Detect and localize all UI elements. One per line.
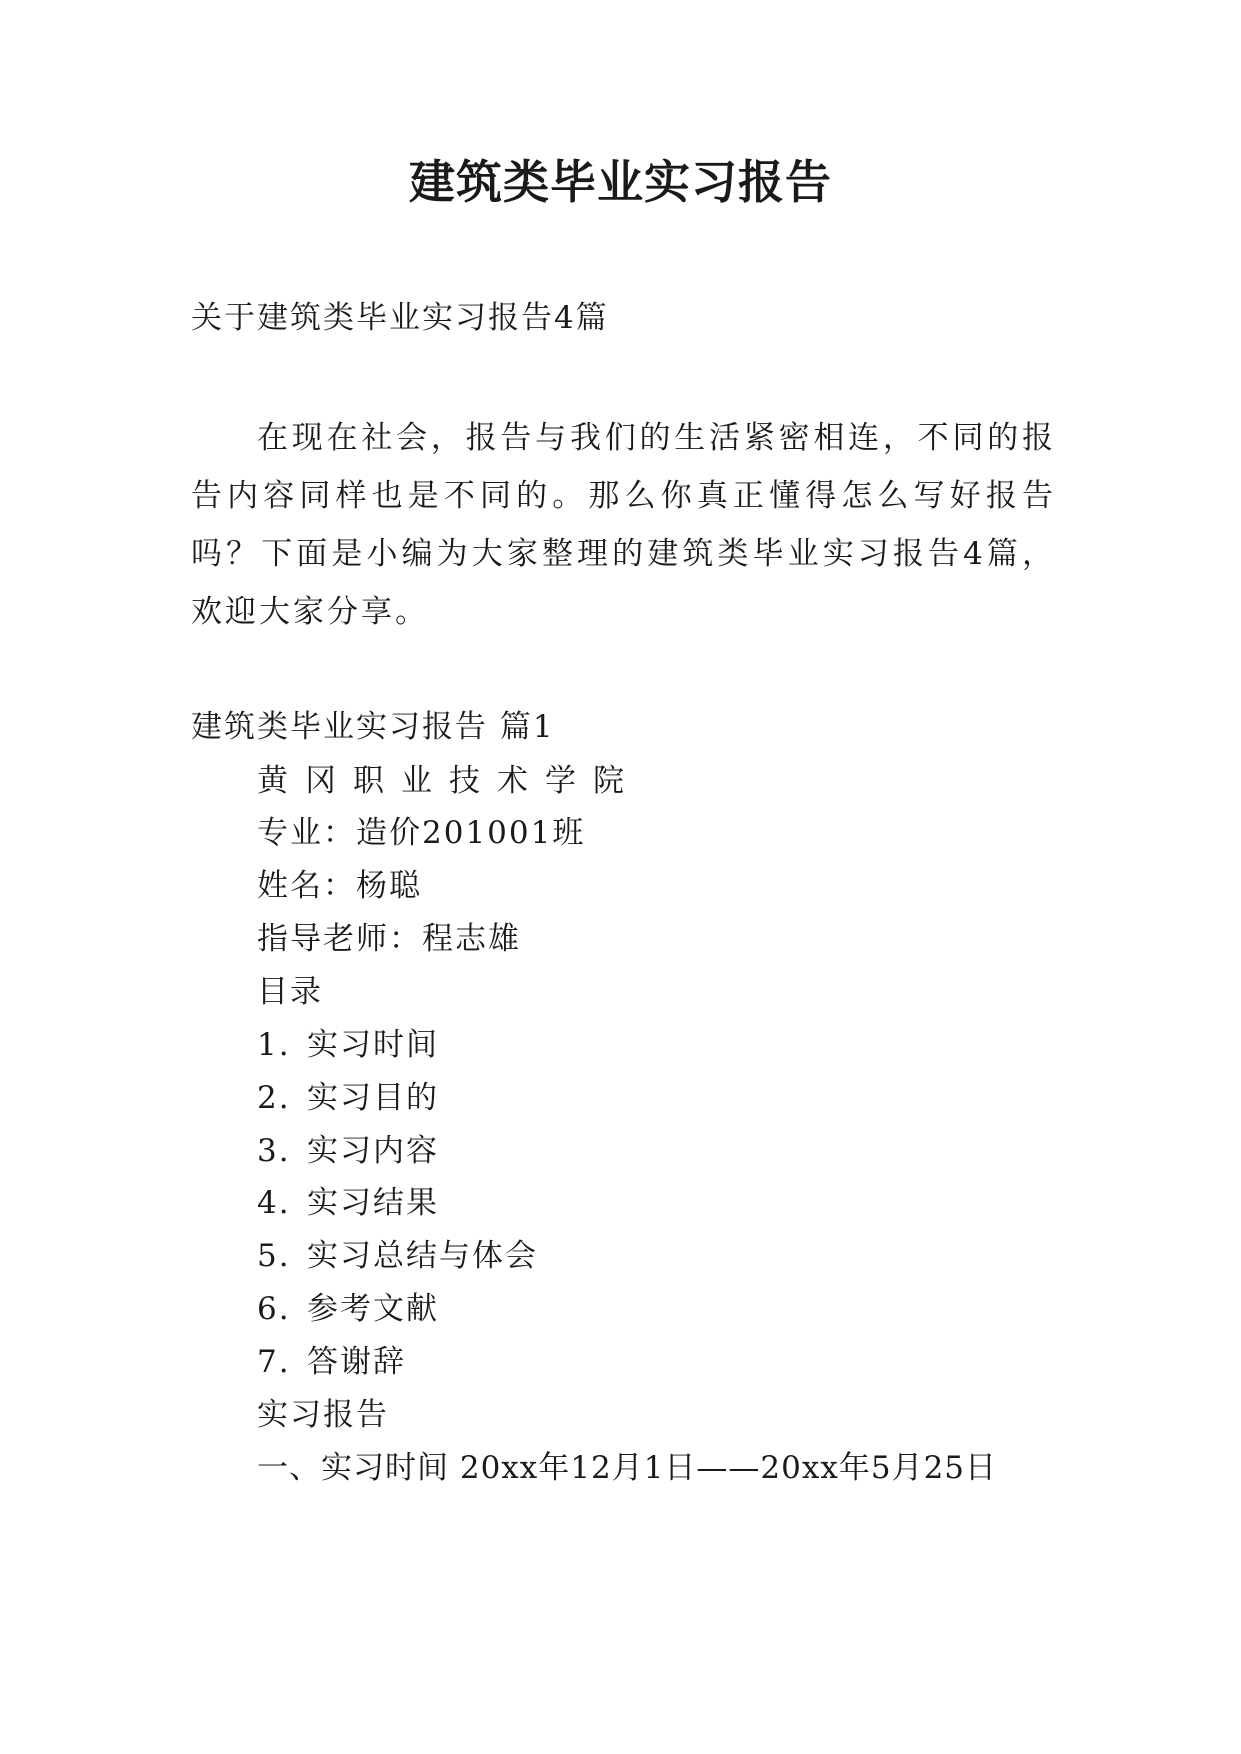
major-line: 专业：造价201001班 (257, 815, 586, 851)
toc-item-label: 实习结果 (307, 1185, 439, 1221)
internship-time-line: 一、实习时间 20xx年12月1日——20xx年5月25日 (257, 1450, 998, 1486)
document-subtitle: 关于建筑类毕业实习报告4篇 (191, 300, 609, 336)
toc-item-label: 实习时间 (307, 1027, 439, 1063)
section-heading: 建筑类毕业实习报告 篇1 (191, 709, 555, 745)
toc-item (257, 1342, 406, 1382)
toc-heading: 目录 (257, 974, 323, 1010)
toc-item (257, 1236, 538, 1276)
toc-item-number: 2. (257, 1080, 291, 1116)
toc-item-number: 1. (257, 1027, 291, 1063)
school-name: 黄冈职业技术学院 (257, 763, 641, 799)
intro-paragraph: 在现在社会，报告与我们的生活紧密相连，不同的报告内容同样也是不同的。那么你真正懂得怎么写好报告吗？下面是小编为大家整理的建筑类毕业实习报告4篇，欢迎大家分享。 (191, 420, 1056, 630)
toc-item (257, 1078, 439, 1118)
toc-item (257, 1131, 439, 1171)
toc-item-label: 实习总结与体会 (307, 1238, 538, 1274)
toc-item-label: 实习目的 (307, 1080, 439, 1116)
toc-item (257, 1183, 439, 1223)
advisor-line: 指导老师：程志雄 (257, 921, 521, 957)
toc-item-number: 7. (257, 1344, 291, 1380)
student-name-line: 姓名：杨聪 (257, 868, 422, 904)
toc-item-label: 参考文献 (307, 1291, 439, 1327)
toc-item-number: 5. (257, 1238, 291, 1274)
toc-item-number: 6. (257, 1291, 291, 1327)
toc-item-number: 3. (257, 1133, 291, 1169)
toc-item-label: 实习内容 (307, 1133, 439, 1169)
report-heading: 实习报告 (257, 1397, 389, 1433)
toc-item-number: 4. (257, 1185, 291, 1221)
toc-item (257, 1025, 439, 1065)
toc-item (257, 1289, 439, 1329)
document-title: 建筑类毕业实习报告 (409, 155, 832, 209)
toc-item-label: 答谢辞 (307, 1344, 406, 1380)
